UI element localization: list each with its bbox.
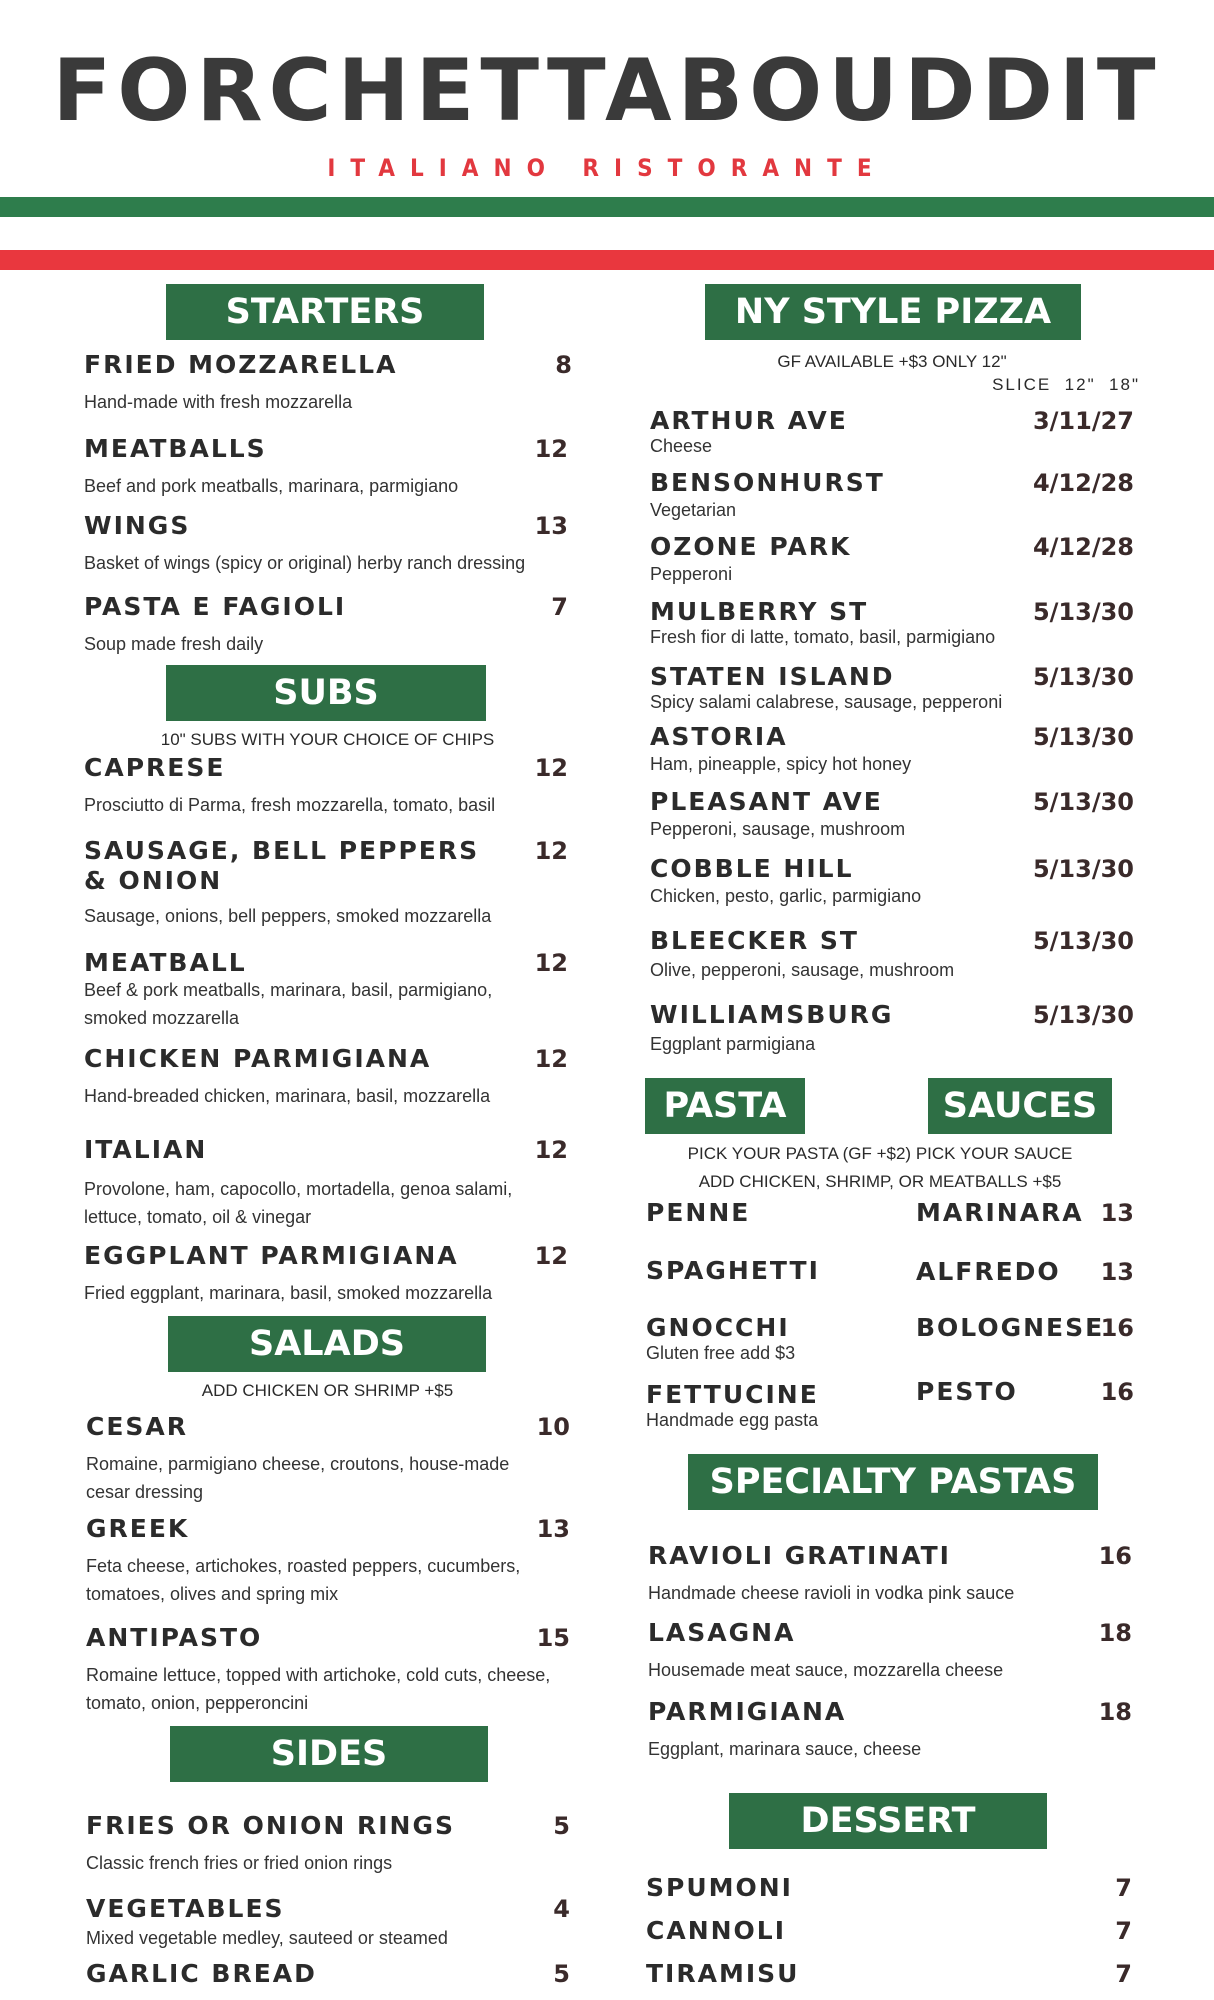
item-name: TIRAMISU [646, 1959, 800, 1988]
item-price: 13 [536, 1515, 570, 1543]
pasta-heading: PASTA [645, 1078, 805, 1134]
item-description: Basket of wings (spicy or original) herby ranch dressing [84, 553, 526, 573]
item-name: EGGPLANT PARMIGIANA [84, 1241, 459, 1270]
pizza-heading: NY STYLE PIZZA [705, 284, 1081, 340]
item-description: Hand-made with fresh mozzarella [84, 392, 353, 412]
item-price: 12 [534, 754, 568, 782]
item-price: 10 [536, 1413, 570, 1441]
pasta-description: Handmade egg pasta [646, 1410, 819, 1430]
item-description: Mixed vegetable medley, sauteed or steamed [86, 1928, 448, 1948]
item-price: 5/13/30 [1032, 663, 1134, 691]
sauce-price: 13 [1100, 1258, 1134, 1286]
item-name: BENSONHURST [650, 468, 885, 497]
item-price: 5/13/30 [1032, 927, 1134, 955]
item-description: Provolone, ham, capocollo, mortadella, genoa salami, lettuce, tomato, oil & vinegar [84, 1179, 513, 1227]
sauce-name: BOLOGNESE [916, 1313, 1105, 1342]
item-description: Beef and pork meatballs, marinara, parmigiano [84, 476, 459, 496]
item-name: BLEECKER ST [650, 926, 859, 955]
item-name: OZONE PARK [650, 532, 852, 561]
item-name: GREEK [86, 1514, 190, 1543]
item-name: COBBLE HILL [650, 854, 854, 883]
item-name: RAVIOLI GRATINATI [648, 1541, 951, 1570]
sauces-heading: SAUCES [928, 1078, 1112, 1134]
pasta-note-2: ADD CHICKEN, SHRIMP, OR MEATBALLS +$5 [698, 1172, 1062, 1191]
item-name: ARTHUR AVE [650, 406, 848, 435]
item-description: Olive, pepperoni, sausage, mushroom [650, 960, 955, 980]
item-name: CESAR [86, 1412, 189, 1441]
dessert-heading: DESSERT [729, 1793, 1047, 1849]
item-name: CAPRESE [84, 753, 226, 782]
item-description: Pepperoni, sausage, mushroom [650, 819, 906, 839]
item-price: 7 [1115, 1917, 1132, 1945]
item-description: Eggplant, marinara sauce, cheese [648, 1739, 922, 1759]
pasta-note-1: PICK YOUR PASTA (GF +$2) PICK YOUR SAUCE [687, 1144, 1073, 1163]
item-name: MEATBALL [84, 948, 247, 977]
item-description: Eggplant parmigiana [650, 1034, 816, 1054]
item-description: Cheese [650, 436, 713, 456]
item-name: FRIES OR ONION RINGS [86, 1811, 455, 1840]
red-stripe [0, 250, 1214, 270]
restaurant-name: FORCHETTABOUDDIT [52, 41, 1162, 141]
item-description: Sausage, onions, bell peppers, smoked mozzarella [84, 906, 492, 926]
item-price: 18 [1098, 1619, 1132, 1647]
sauce-name: PESTO [916, 1377, 1018, 1406]
pasta-name: FETTUCINE [646, 1380, 819, 1409]
salads-note: ADD CHICKEN OR SHRIMP +$5 [201, 1381, 454, 1400]
item-price: 12 [534, 1242, 568, 1270]
sauce-price: 16 [1100, 1314, 1134, 1342]
item-name: SPUMONI [646, 1873, 793, 1902]
sauce-price: 13 [1100, 1199, 1134, 1227]
item-price: 5/13/30 [1032, 598, 1134, 626]
item-name: GARLIC BREAD [86, 1959, 317, 1988]
item-description: Vegetarian [650, 500, 737, 520]
item-name: FRIED MOZZARELLA [84, 350, 398, 379]
item-description: Romaine lettuce, topped with artichoke, cold cuts, cheese, tomato, onion, pepperoncini [86, 1665, 551, 1713]
subs-heading: SUBS [166, 665, 486, 721]
item-name: ASTORIA [650, 722, 788, 751]
specialty-heading: SPECIALTY PASTAS [688, 1454, 1098, 1510]
item-name: STATEN ISLAND [650, 662, 895, 691]
item-name: CANNOLI [646, 1916, 787, 1945]
item-price: 5 [553, 1812, 570, 1840]
sides-heading: SIDES [170, 1726, 488, 1782]
pizza-sizes: SLICE 12" 18" [992, 375, 1140, 394]
pasta-name: GNOCCHI [646, 1313, 790, 1342]
item-description: Handmade cheese ravioli in vodka pink sauce [648, 1583, 1015, 1603]
item-price: 4/12/28 [1032, 469, 1134, 497]
item-price: 7 [1115, 1874, 1132, 1902]
item-price: 12 [534, 1136, 568, 1164]
item-description: Housemade meat sauce, mozzarella cheese [648, 1660, 1004, 1680]
item-name: MEATBALLS [84, 434, 267, 463]
item-price: 12 [534, 1045, 568, 1073]
item-description: Fresh fior di latte, tomato, basil, parmigiano [650, 627, 996, 647]
item-price: 5/13/30 [1032, 723, 1134, 751]
item-price: 3/11/27 [1032, 407, 1134, 435]
pasta-description: Gluten free add $3 [646, 1343, 796, 1363]
item-description: Prosciutto di Parma, fresh mozzarella, tomato, basil [84, 795, 496, 815]
item-name: LASAGNA [648, 1618, 796, 1647]
item-price: 5/13/30 [1032, 788, 1134, 816]
item-name: SAUSAGE, BELL PEPPERS & ONION [84, 836, 480, 895]
item-price: 7 [551, 593, 568, 621]
item-price: 7 [1115, 1960, 1132, 1988]
item-name: MULBERRY ST [650, 597, 869, 626]
item-name: ANTIPASTO [86, 1623, 263, 1652]
item-description: Feta cheese, artichokes, roasted peppers, cucumbers, tomatoes, olives and spring mix [86, 1556, 521, 1604]
item-price: 8 [555, 351, 572, 379]
sauce-name: MARINARA [916, 1198, 1084, 1227]
item-description: Spicy salami calabrese, sausage, pepperoni [650, 692, 1003, 712]
item-description: Hand-breaded chicken, marinara, basil, mozzarella [84, 1086, 491, 1106]
item-price: 12 [534, 435, 568, 463]
item-description: Chicken, pesto, garlic, parmigiano [650, 886, 922, 906]
item-name: VEGETABLES [86, 1894, 285, 1923]
sauce-price: 16 [1100, 1378, 1134, 1406]
item-description: Pepperoni [650, 564, 733, 584]
item-description: Fried eggplant, marinara, basil, smoked mozzarella [84, 1283, 493, 1303]
sauce-name: ALFREDO [916, 1257, 1061, 1286]
item-description: Romaine, parmigiano cheese, croutons, house-made cesar dressing [86, 1454, 510, 1502]
salads-heading: SALADS [168, 1316, 486, 1372]
item-description: Classic french fries or fried onion rings [86, 1853, 393, 1873]
item-description: Beef & pork meatballs, marinara, basil, parmigiano, smoked mozzarella [84, 980, 493, 1028]
item-name: ITALIAN [84, 1135, 208, 1164]
item-name: PASTA E FAGIOLI [84, 592, 347, 621]
item-name: WILLIAMSBURG [650, 1000, 894, 1029]
item-price: 5 [553, 1960, 570, 1988]
restaurant-tagline: ITALIANO RISTORANTE [327, 154, 887, 182]
item-description: Soup made fresh daily [84, 634, 264, 654]
item-price: 15 [536, 1624, 570, 1652]
item-price: 18 [1098, 1698, 1132, 1726]
starters-heading: STARTERS [166, 284, 484, 340]
item-name: CHICKEN PARMIGIANA [84, 1044, 432, 1073]
item-price: 5/13/30 [1032, 855, 1134, 883]
item-price: 16 [1098, 1542, 1132, 1570]
item-price: 5/13/30 [1032, 1001, 1134, 1029]
item-price: 12 [534, 837, 568, 865]
subs-note: 10" SUBS WITH YOUR CHOICE OF CHIPS [160, 730, 495, 749]
item-description: Ham, pineapple, spicy hot honey [650, 754, 912, 774]
item-price: 4 [553, 1895, 570, 1923]
pasta-name: PENNE [646, 1198, 751, 1227]
pizza-note: GF AVAILABLE +$3 ONLY 12" [777, 352, 1007, 371]
item-price: 4/12/28 [1032, 533, 1134, 561]
pasta-name: SPAGHETTI [646, 1256, 820, 1285]
green-stripe [0, 197, 1214, 217]
item-name: WINGS [84, 511, 191, 540]
item-price: 13 [534, 512, 568, 540]
item-name: PARMIGIANA [648, 1697, 847, 1726]
item-name: PLEASANT AVE [650, 787, 883, 816]
item-price: 12 [534, 949, 568, 977]
